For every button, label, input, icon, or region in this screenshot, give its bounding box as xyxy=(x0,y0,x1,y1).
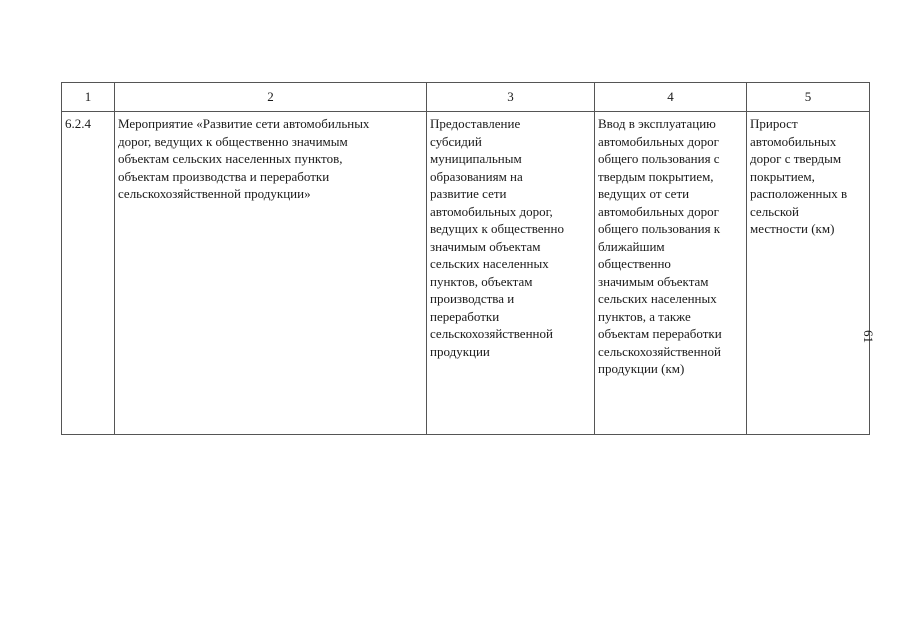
page-number: 61 xyxy=(861,330,876,343)
measure-title: Мероприятие «Развитие сети автомобильных дорог, ведущих к общественно значимым объектам сельских населенных пунктов, объектам производства и переработки сельскохозяйственной продукции» xyxy=(118,116,370,201)
item-number: 6.2.4 xyxy=(65,116,91,131)
header-col-5: 5 xyxy=(747,83,870,112)
cell-item-number xyxy=(62,112,115,435)
cell-description xyxy=(427,112,595,435)
measure-description: Предоставление субсидий муниципальным образованиям на развитие сети автомобильных дорог, ведущих к общественно значимым объектам сельских населенных пунктов, объектам производства и переработки сельскохозяйственной продукции xyxy=(430,116,564,359)
expected-result: Ввод в эксплуатацию автомобильных дорог общего пользования с твердым покрытием, ведущих от сети автомобильных дорог общего пользования к ближайшим общественно значимым объектам сельских населенных пунктов, а также объектам переработки сельскохозяйственной продукции (км) xyxy=(598,116,722,376)
header-col-3: 3 xyxy=(427,83,595,112)
table-header xyxy=(62,83,870,112)
cell-result xyxy=(595,112,747,435)
table-row xyxy=(62,112,870,435)
cell-indicator xyxy=(747,112,870,435)
target-indicator: Прирост автомобильных дорог с твердым покрытием, расположенных в сельской местности (км) xyxy=(750,116,848,236)
header-col-2: 2 xyxy=(115,83,427,112)
header-col-4: 4 xyxy=(595,83,747,112)
program-measures-table xyxy=(61,82,870,435)
header-row xyxy=(62,83,870,112)
table-body xyxy=(62,112,870,435)
cell-measure xyxy=(115,112,427,435)
header-col-1: 1 xyxy=(62,83,115,112)
